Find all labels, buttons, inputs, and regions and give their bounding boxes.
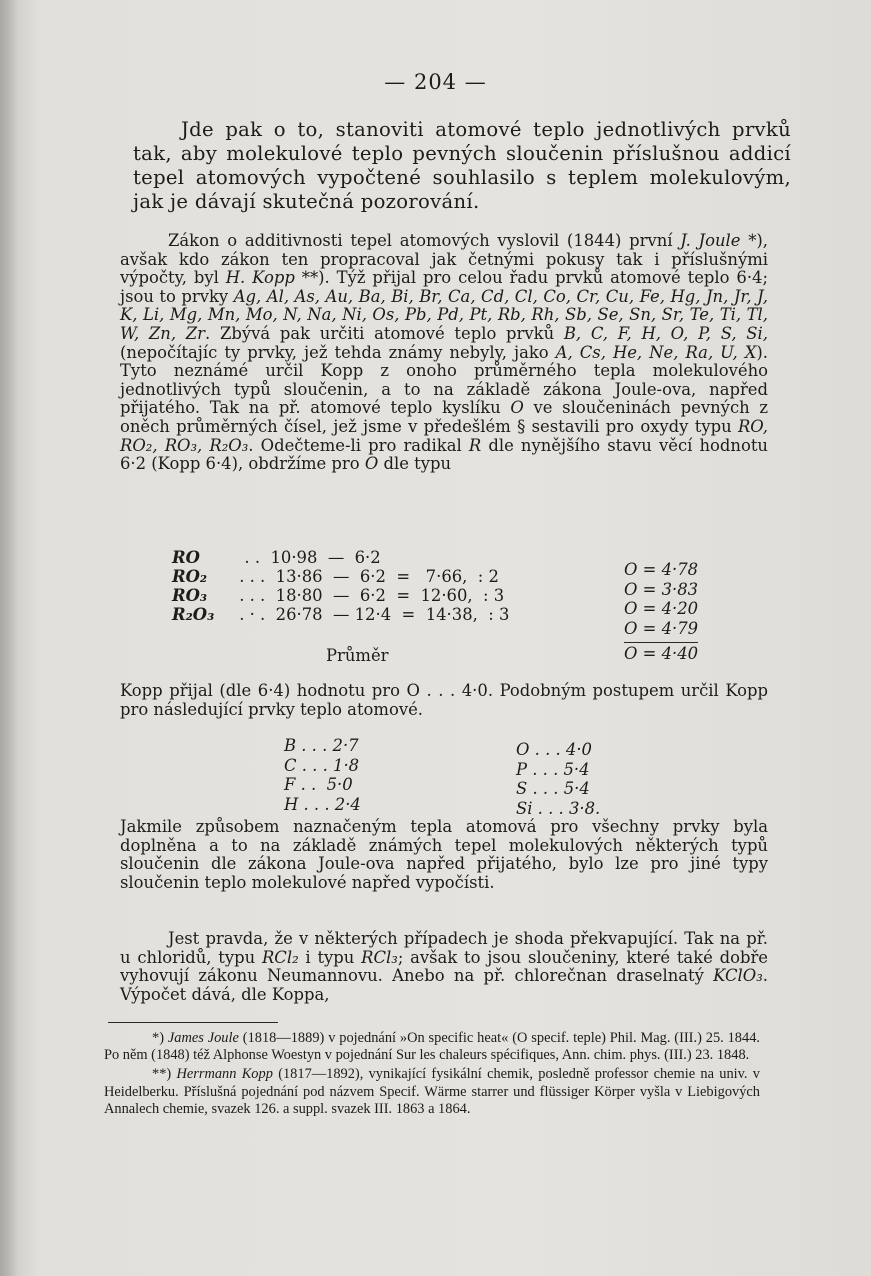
footnote-text: (1818—1889) v pojednání »On specific heat« (O specif. teple) Phil. Mag. (III.) 25. 1844. Po něm (1848) též Alphonse Woestyn v pojednání Sur les chaleurs spécifiques, Ann. chim. phys. (III.) 23. 1848.	[104, 1030, 760, 1064]
paragraph-joule-text	[120, 232, 768, 474]
element-heat-list-left	[284, 736, 361, 814]
element-heat-row: P . . . 5·4	[516, 759, 590, 779]
lead-paragraph-text: Jde pak o to, stanoviti atomové teplo jednotlivých prvků tak, aby molekulové teplo pevných sloučenin příslušnou addicí tepel atomových vypočtené souhlasilo s teplem molekulovým, jak je dávají skutečná pozorování.	[133, 118, 791, 213]
paragraph-jakmile-text: Jakmile způsobem naznačeným tepla atomová pro všechny prvky byla doplněna a to na základě známých tepel molekulových některých typů sloučenin dle zákona Joule-ova napřed přijatého, bylo lze pro jiné typy sloučenin teplo molekulové napřed vypočísti.	[120, 817, 768, 892]
text-run: *), avšak kdo zákon ten propracoval jak četnými pokusy tak i příslušnými výpočty, byl	[120, 231, 769, 288]
text-run: . Zbývá pak určiti atomové teplo prvků	[205, 323, 564, 343]
formula-list: RO, RO₂, RO₃, R₂O₃	[120, 416, 768, 455]
paragraph-jakmile	[120, 818, 768, 892]
text-run: . Odečteme-li pro radikal	[248, 435, 469, 455]
formula: RCl₂	[261, 947, 299, 967]
paragraph-joule	[120, 232, 768, 474]
formula-expression: . · . 26·78 — 12·4 = 14·38, : 3	[234, 605, 510, 624]
footnote-kopp	[104, 1066, 760, 1118]
element-heat-row: H . . . 2·4	[284, 794, 361, 814]
text-run: **). Týž přijal pro celou řadu prvků atomové teplo 6·4; jsou to prvky	[120, 268, 768, 306]
formula: KClO₃	[713, 966, 763, 986]
footnote-divider	[108, 1022, 278, 1023]
text-run: ). Tyto neznámé určil Kopp z onoho průměrného tepla molekulového jednotlivých typů sloučenin, a to na základě zákona Joule-ova, napřed přijatého. Tak na př. atomové teplo kyslíku	[120, 342, 769, 418]
formula-expression: . . . 13·86 — 6·2 = 7·66, : 2	[234, 567, 499, 586]
oxygen-value: O = 4·78	[624, 560, 699, 579]
oxygen-value: O = 4·79	[624, 618, 699, 638]
symbol: O	[510, 398, 524, 418]
symbol: R	[468, 435, 482, 455]
formula-row	[172, 548, 534, 567]
element-list: Ag, Al, As, Au, Ba, Bi, Br, Ca, Cd, Cl, Co, Cr, Cu, Fe, Hg, Jn, Jr, J, K, Li, Mg, Mn, Mo, N, Na, Ni, Os, Pb, Pd, Pt, Rb, Rh, Sb, Se, Sn, Sr, Te, Ti, Tl, W, Zn, Zr	[120, 286, 768, 343]
average-label: Průměr	[326, 646, 389, 665]
paragraph-kopp	[120, 682, 768, 719]
element-list: B, C, F, H, O, P, S, Si,	[563, 323, 768, 343]
element-heat-row: F . . 5·0	[284, 775, 353, 794]
formula-row	[172, 586, 534, 605]
oxygen-average: O = 4·40	[624, 644, 699, 663]
footnote-joule	[104, 1030, 760, 1064]
footnote-name: Herrmann Kopp	[176, 1066, 273, 1083]
element-heat-list-right	[516, 740, 600, 818]
formula-type: RO	[172, 548, 200, 567]
element-heat-row: C . . . 1·8	[284, 755, 360, 775]
author-name-kopp: H. Kopp	[225, 268, 295, 288]
formula-expression: . . 10·98 — 6·2	[234, 548, 381, 567]
formula-row	[172, 567, 534, 586]
paragraph-jest-text	[120, 930, 768, 1004]
element-heat-row: B . . . 2·7	[284, 736, 359, 755]
formula-type: R₂O₃	[172, 605, 215, 624]
text-run: . Výpočet dává, dle Koppa,	[120, 966, 768, 1004]
oxygen-value: O = 4·20	[624, 599, 699, 618]
element-heat-row: S . . . 5·4	[516, 779, 590, 798]
page-number: — 204 —	[384, 70, 487, 94]
element-heat-row: O . . . 4·0	[516, 740, 592, 759]
text-run: dle typu	[378, 454, 452, 474]
text-run: i typu	[298, 947, 362, 967]
footnotes	[104, 1030, 760, 1118]
paragraph-kopp-text: Kopp přijal (dle 6·4) hodnotu pro O . . . 4·0. Podobným postupem určil Kopp pro následující prvky teplo atomové.	[120, 681, 768, 719]
text-run: ve sloučeninách pevných z oněch průměrných čísel, jež jsme v předešlém § sestavili pro oxydy typu	[120, 398, 769, 436]
formula-type: RO₂	[172, 567, 208, 586]
paragraph-jest	[120, 930, 768, 1004]
element-list: A, Cs, He, Ne, Ra, U, X	[555, 342, 757, 362]
lead-paragraph	[133, 118, 791, 214]
footnote-name: James Joule	[167, 1030, 239, 1046]
oxygen-values	[624, 560, 698, 664]
text-run: Zákon o additivnosti tepel atomových vyslovil (1844) první	[168, 231, 681, 250]
formula-row	[172, 605, 534, 624]
footnote-mark: *)	[152, 1030, 168, 1046]
footnote-mark: **)	[152, 1066, 177, 1083]
formula-expression: . . . 18·80 — 6·2 = 12·60, : 3	[234, 586, 505, 605]
symbol: O	[364, 454, 379, 474]
formula: RCl₃	[361, 947, 398, 967]
footnote-text: (1817—1892), vynikající fysikální chemik, posledně professor chemie na univ. v Heidelberku. Příslušná pojednání pod názvem Specif. Wärme starrer und flüssiger Körper vyšla v Liebigových Annalech chemie, svazek 126. a suppl. svazek III. 1863 a 1864.	[104, 1066, 760, 1117]
text-run: (nepočítajíc ty prvky, jež tehda známy nebyly, jako	[120, 342, 556, 362]
formula-type: RO₃	[172, 586, 208, 605]
author-name-joule: J. Joule	[680, 231, 741, 250]
oxygen-value: O = 3·83	[624, 579, 699, 599]
text-run: Jest pravda, že v některých případech je shoda překvapující. Tak na př. u chloridů, typu	[120, 929, 768, 967]
formula-table	[172, 548, 534, 624]
text-run: dle nynějšího stavu věcí hodnotu 6·2 (Kopp 6·4), obdržíme pro	[120, 435, 768, 474]
text-run: ; avšak to jsou sloučeniny, které také dobře vyhovují zákonu Neumannovu. Anebo na př. chlorečnan draselnatý	[120, 947, 768, 986]
element-heat-row: Si . . . 3·8.	[516, 798, 601, 818]
